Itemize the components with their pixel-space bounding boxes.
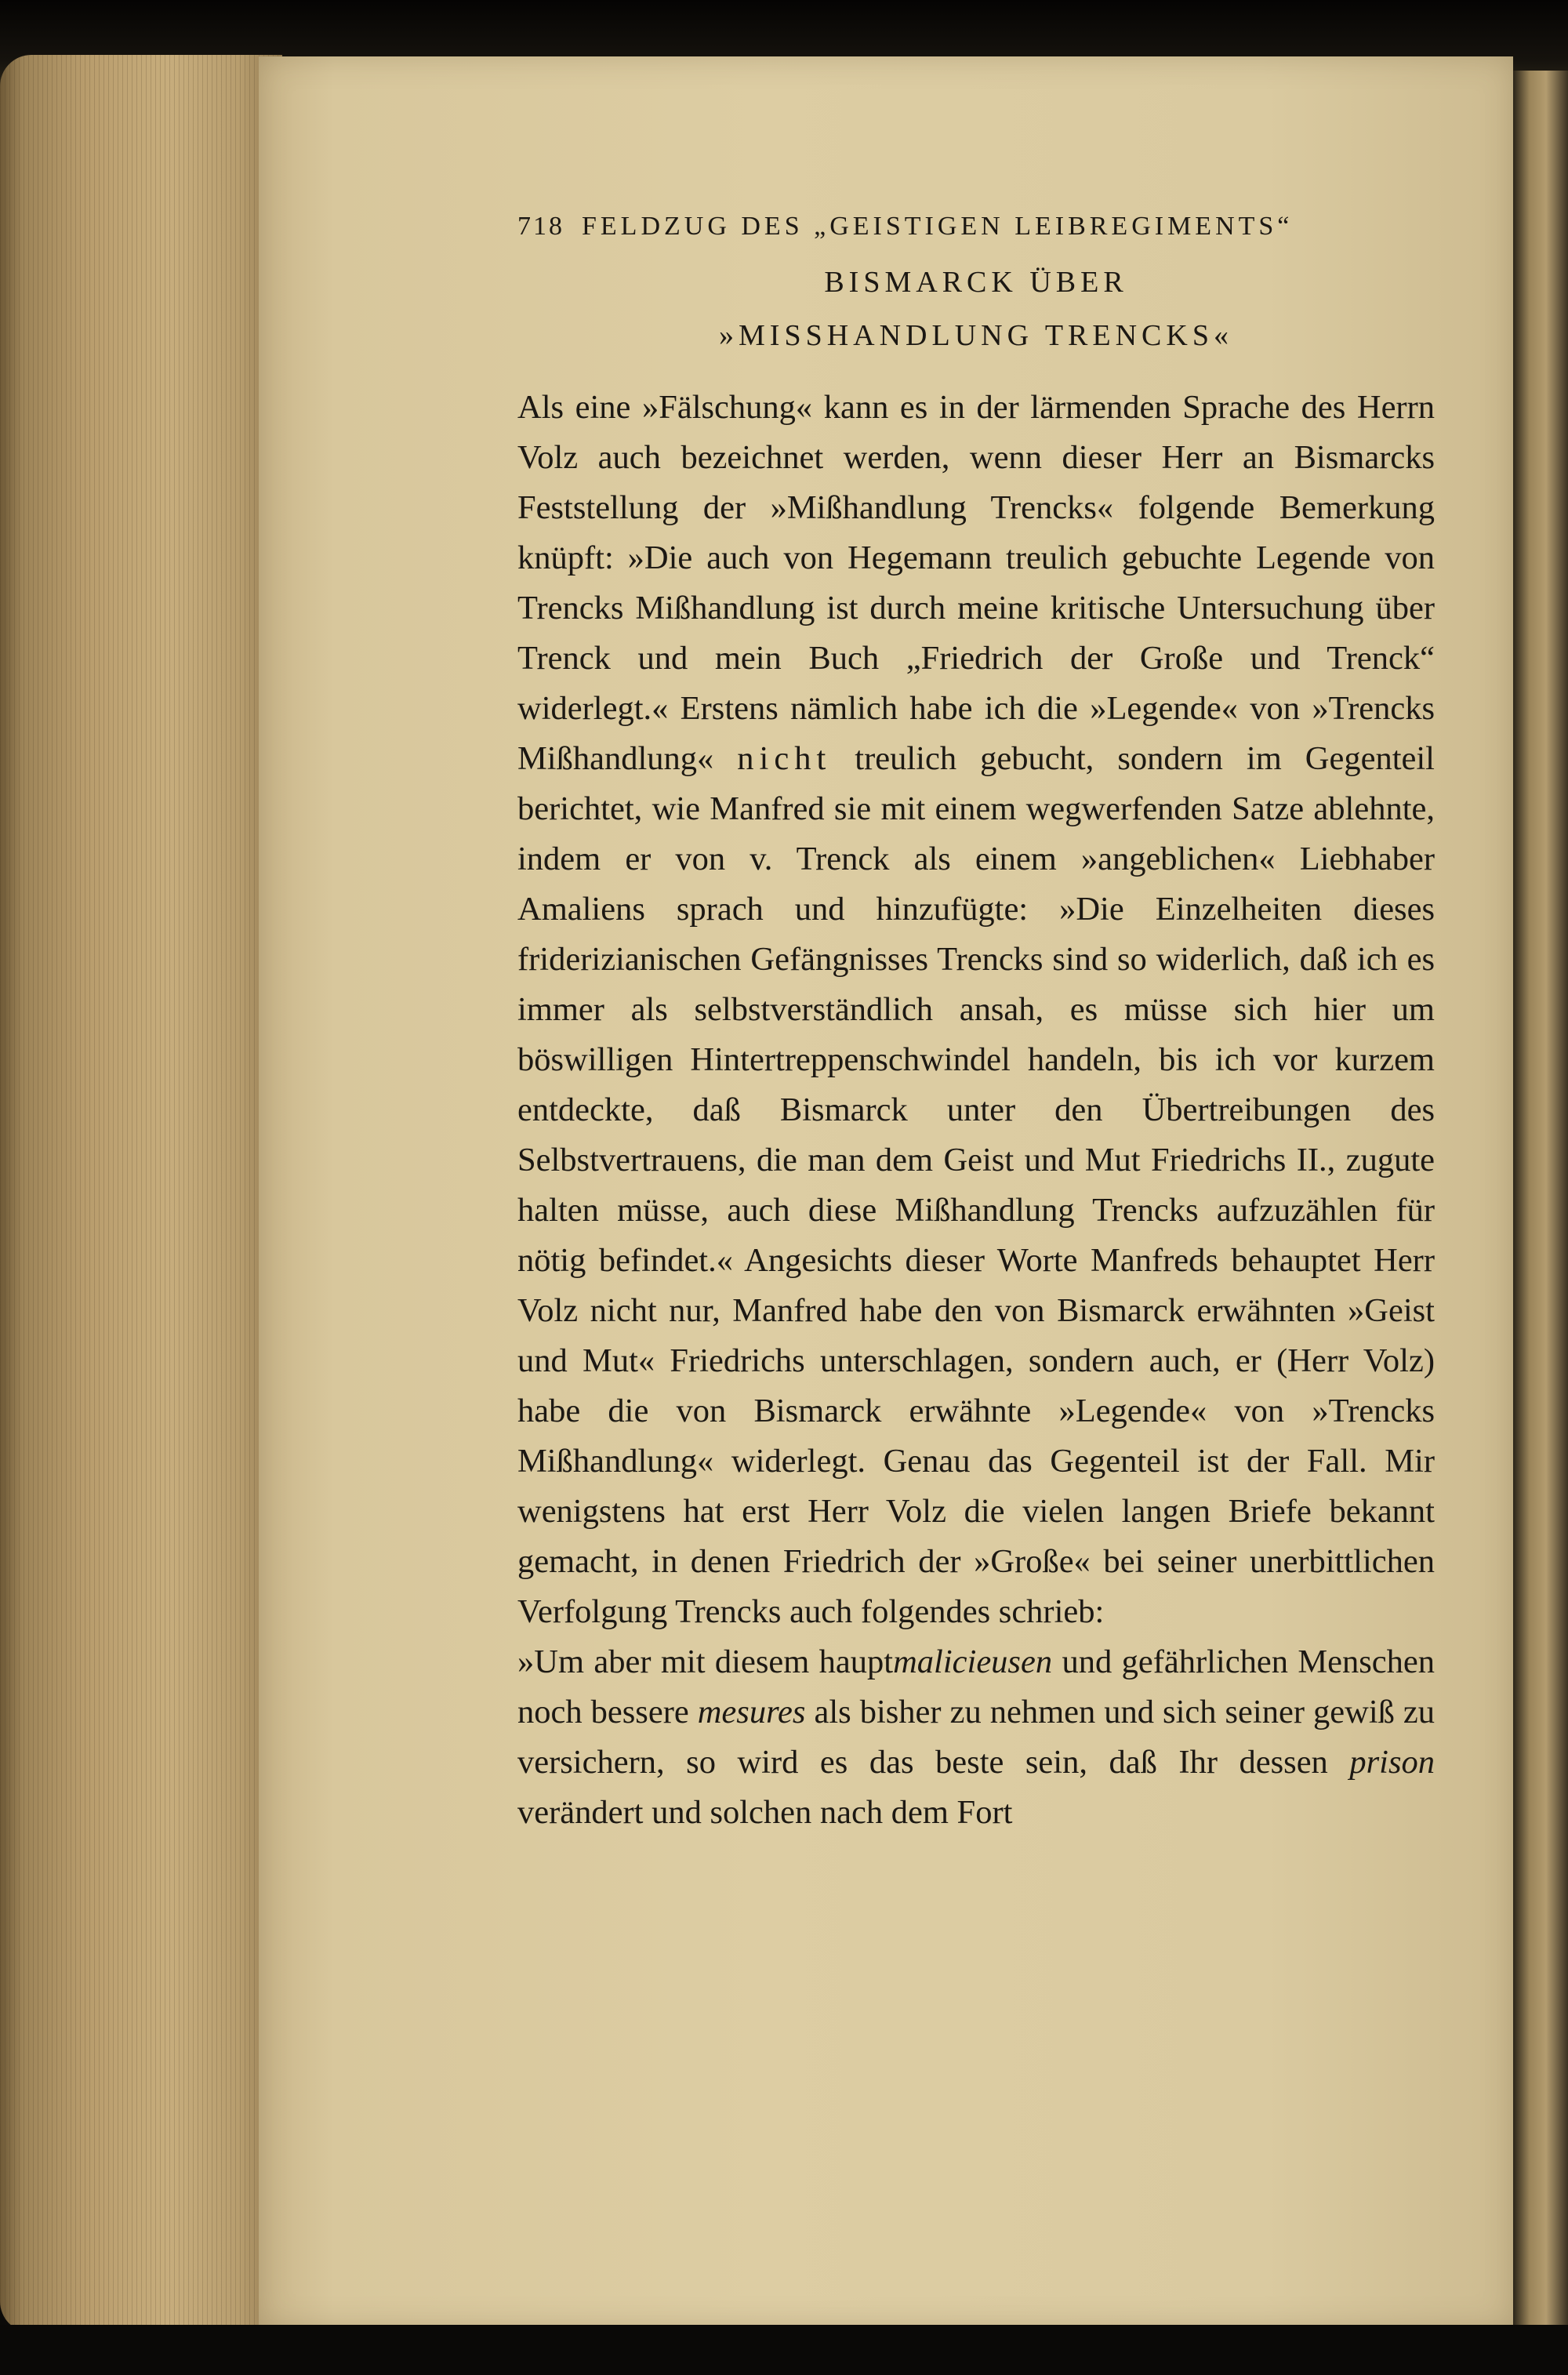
- page-edges: [0, 55, 282, 2333]
- chapter-title-line-1: BISMARCK ÜBER: [824, 266, 1128, 299]
- running-head-title: FELDZUG DES „GEISTIGEN LEIBREGIMENTS“: [582, 212, 1294, 241]
- quote-italic-1: malicieusen: [893, 1643, 1053, 1680]
- quote-paragraph: [517, 1637, 1435, 1838]
- paragraph-1-part-2: treulich gebucht, sondern im Gegenteil berichtet, wie Manfred sie mit einem wegwerfenden Satze ablehnte, indem er von v. Trenck als einem »angeblichen« Liebhaber Amaliens sprach und hinzufügte: »Die Einzelheiten dieses friderizianischen Gefängnisses Trencks sind so widerlich, daß ich es immer als selbstverständlich ansah, es müsse sich hier um böswilligen Hintertreppenschwindel handeln, bis ich vor kurzem entdeckte, daß Bismarck unter den Übertreibungen des Selbstvertrauens, die man dem Geist und Mut Friedrichs II., zugute halten müsse, auch diese Mißhandlung Trencks aufzuzählen für nötig befindet.« Angesichts dieser Worte Manfreds behauptet Herr Volz nicht nur, Manfred habe den von Bismarck erwähnten »Geist und Mut« Friedrichs unterschlagen, sondern auch, er (Herr Volz) habe die von Bismarck erwähnte »Legende« von »Trencks Mißhandlung« widerlegt. Genau das Gegenteil ist der Fall. Mir wenigstens hat erst Herr Volz die vielen langen Briefe bekannt gemacht, in denen Friedrich der »Große« bei seiner unerbittlichen Verfolgung Trencks auch folgendes schrieb:: [517, 740, 1435, 1630]
- quote-italic-3: prison: [1349, 1744, 1435, 1781]
- chapter-title-line-2: »MISSHANDLUNG TRENCKS«: [719, 319, 1233, 352]
- page-number: 718: [517, 212, 564, 241]
- paragraph-1-part-1: Als eine »Fälschung« kann es in der lärmenden Sprache des Herrn Volz auch bezeichnet werden, wenn dieser Herr an Bismarcks Feststellung der »Mißhandlung Trencks« folgende Bemerkung knüpft: »Die auch von Hegemann treulich gebuchte Legende von Trencks Mißhandlung ist durch meine kritische Untersuchung über Trenck und mein Buch „Friedrich der Große und Trenck“ widerlegt.« Erstens nämlich habe ich die »Legende« von »Trencks Mißhandlung«: [517, 389, 1435, 777]
- quote-text-4: verändert und solchen nach dem Fort: [517, 1794, 1013, 1831]
- page-content: [517, 212, 1435, 1838]
- quote-text-1: »Um aber mit diesem haupt: [517, 1643, 894, 1680]
- paragraph-1: [517, 383, 1435, 1637]
- running-head: [517, 212, 1435, 241]
- quote-italic-2: mesures: [697, 1694, 806, 1730]
- body-text: [517, 383, 1435, 1838]
- spaced-emphasis-word: nicht: [737, 740, 832, 777]
- right-book-edge: [1513, 71, 1568, 2375]
- quote-text-3: als bisher zu nehmen und sich seiner gewiß zu versichern, so wird es das beste sein, daß Ihr dessen: [517, 1694, 1436, 1781]
- chapter-title: [517, 256, 1435, 362]
- quote-text-2: und gefährlichen Menschen noch bessere: [517, 1643, 1436, 1730]
- book-bottom-shadow: [0, 2325, 1568, 2375]
